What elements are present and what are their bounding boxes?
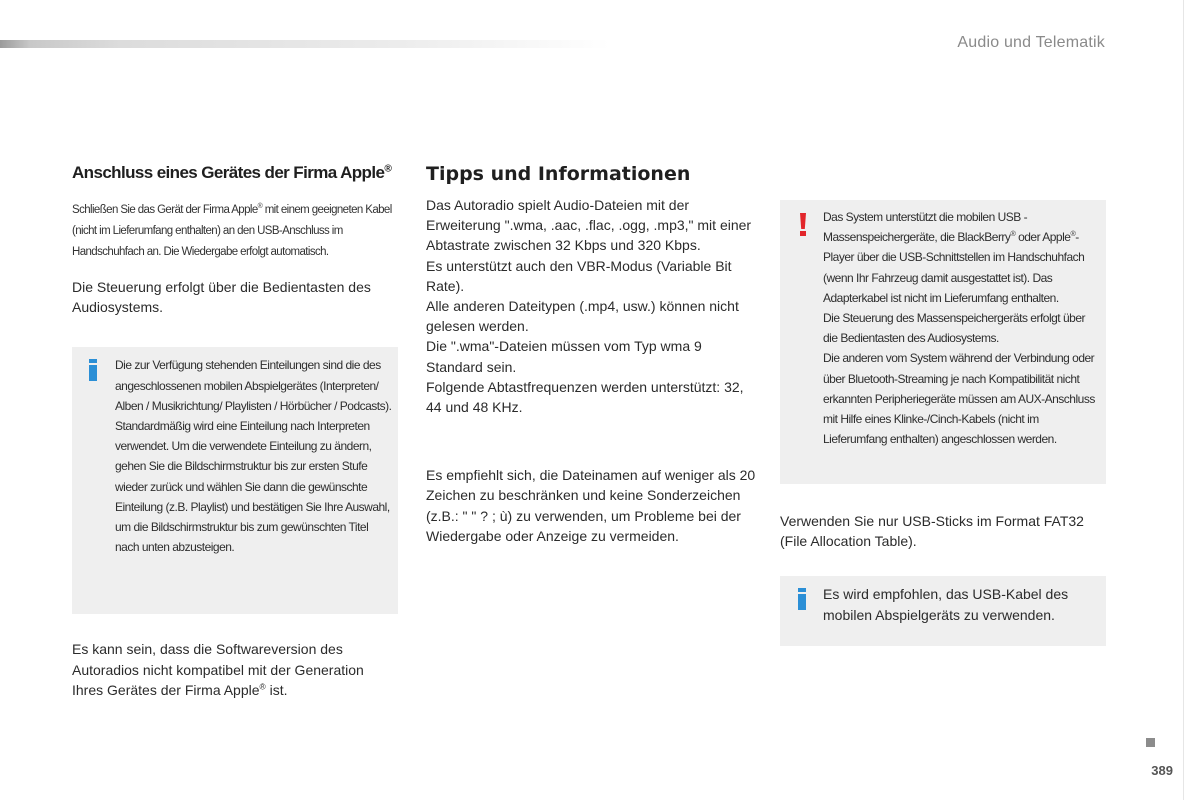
apple-compat-text: Es kann sein, dass die Softwareversion des Autoradios nicht kompatibel mit der Generation Ihres Gerätes der Firma Apple® ist. bbox=[72, 641, 364, 698]
tips-block-formats bbox=[426, 195, 756, 417]
apple-control-text: Die Steuerung erfolgt über die Bedientasten des Audiosystems. bbox=[72, 279, 371, 316]
apple-intro-text: Schließen Sie das Gerät der Firma Apple® mit einem geeigneten Kabel (nicht im Lieferumfang enthalten) an den USB-Anschluss im Handschuhfach an. Die Wiedergabe erfolgt automatisch. bbox=[72, 203, 392, 258]
usb-cable-text: Es wird empfohlen, das USB-Kabel des mobilen Abspielgeräts zu verwenden. bbox=[823, 586, 1069, 623]
tips-frequencies: Folgende Abtastfrequenzen werden unterstützt: 32, 44 und 48 KHz. bbox=[426, 378, 744, 416]
usb-format-text: Verwenden Sie nur USB-Sticks im Format FAT32 (File Allocation Table). bbox=[780, 513, 1084, 550]
apple-heading: Anschluss eines Gerätes der Firma Apple® bbox=[72, 163, 392, 182]
tips-wma: Die ".wma"-Dateien müssen vom Typ wma 9 Standard sein. bbox=[426, 338, 702, 375]
note-text-p2: Standardmäßig wird eine Einteilung nach Interpreten verwendet. Um die verwendete Einteilung zu ändern, gehen Sie die Bildschirmstruktur bis zur ersten Stufe wieder zurück und wählen Sie dann die gewünschte Einteilung (z.B. Playlist) und bestätigen Sie Ihre Auswahl, um die Bildschirmstruktur bis zum gewünschten Titel nach unten abzusteigen. bbox=[115, 419, 390, 555]
tips-vbr: Es unterstützt auch den VBR-Modus (Variable Bit Rate). bbox=[426, 257, 732, 294]
column-apple bbox=[72, 160, 398, 700]
warning-text-p2: Die Steuerung des Massenspeichergeräts erfolgt über die Bedientasten des Audiosystems. bbox=[823, 311, 1085, 346]
column-tips bbox=[426, 160, 756, 546]
page-marker bbox=[1146, 738, 1155, 747]
warning-text-p3: Die anderen vom System während der Verbindung oder über Bluetooth-Streaming je nach Kompatibilität nicht erkannten Peripheriegeräte müssen am AUX-Anschluss mit Hilfe eines Klinke-/Cinch-Kabels (nicht im Lieferumfang enthalten) angeschlossen werden. bbox=[823, 351, 1095, 447]
tips-formats: Das Autoradio spielt Audio-Dateien mit der Erweiterung ".wma, .aac, .flac, .ogg, .mp3," mit einer Abtastrate zwischen 32 Kbps und 320 Kbps. bbox=[426, 197, 752, 254]
note-text-p1: Die zur Verfügung stehenden Einteilungen sind die des angeschlossenen mobilen Abspielgerätes (Interpreten/ Alben / Musikrichtung/ Playlisten / Hörbücher / Podcasts). bbox=[115, 358, 392, 413]
tips-other-types: Alle anderen Dateitypen (.mp4, usw.) können nicht gelesen werden. bbox=[426, 298, 739, 335]
page-number: 389 bbox=[1151, 763, 1173, 778]
warning-text-p1: Das System unterstützt die mobilen USB -Massenspeichergeräte, die BlackBerry® oder Apple®-Player über die USB-Schnittstellen im Handschuhfach (wenn Ihr Fahrzeug damit ausgestattet ist). Das Adapterkabel ist nicht im Lieferumfang enthalten. bbox=[823, 210, 1085, 305]
column-usb bbox=[780, 200, 1106, 646]
info-note-apple bbox=[72, 347, 398, 614]
page-edge-rule bbox=[1183, 0, 1184, 800]
section-title: Audio und Telematik bbox=[957, 34, 1105, 51]
header-gradient-bar bbox=[0, 40, 610, 48]
info-note-usb bbox=[780, 576, 1106, 646]
tips-heading: Tipps und Informationen bbox=[426, 163, 691, 185]
warning-note-usb bbox=[780, 200, 1106, 484]
tips-filenames: Es empfiehlt sich, die Dateinamen auf weniger als 20 Zeichen zu beschränken und keine Sonderzeichen (z.B.: " " ? ; ù) zu verwenden, um Probleme bei der Wiedergabe oder Anzeige zu vermeiden. bbox=[426, 467, 756, 544]
